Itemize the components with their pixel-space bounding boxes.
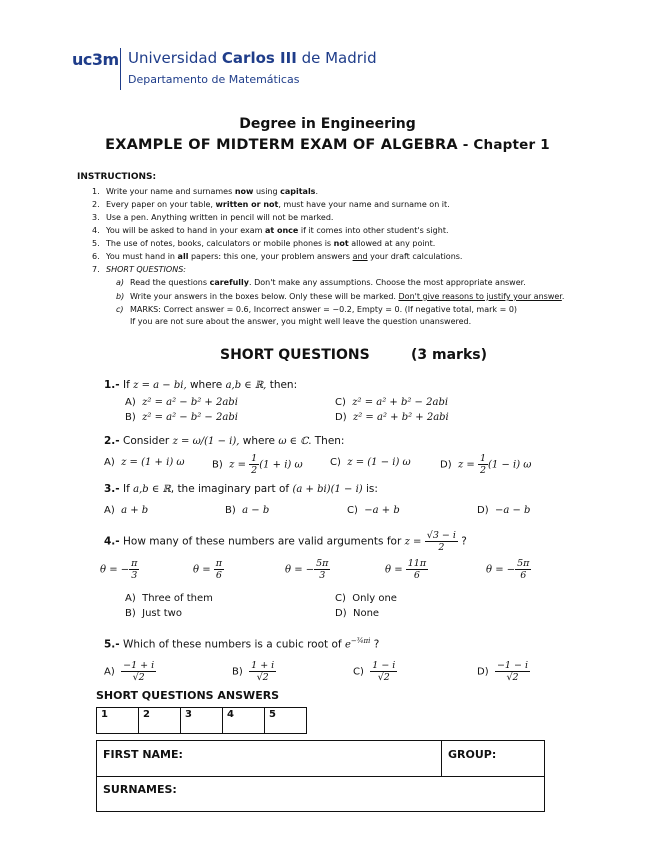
degree-title: Degree in Engineering	[239, 116, 416, 132]
answer-box-5[interactable]: 5	[265, 708, 307, 734]
instruction-7b: b) Write your answers in the boxes below. Only these will be marked. Don't give reasons to justify your answer.	[116, 292, 565, 301]
answer-box-4[interactable]: 4	[223, 708, 265, 734]
q4-theta-3: θ = − $\frac{5\pi}{3}$	[285, 558, 329, 581]
logo-uc3m: uc3m	[72, 50, 119, 69]
question-2: 2.- Consider z = ω/(1 − i), where ω ∈ ℂ. Then:	[104, 435, 345, 447]
q2-option-b: B) z = $\frac{1}{2}$ (1 + i) ω	[212, 453, 303, 476]
instruction-7c: c) MARKS: Correct answer = 0.6, Incorrect answer = −0.2, Empty = 0. (If negative total, mark = 0)	[116, 305, 518, 314]
q4-theta-4: θ = $\frac{11\pi}{6}$	[385, 558, 427, 581]
q2-option-a: A) z = (1 + i) ω	[104, 457, 185, 468]
question-4: 4.- How many of these numbers are valid arguments for z = $\frac{√3 - i}{2}$ ?	[104, 530, 467, 553]
group-field[interactable]: GROUP:	[448, 748, 497, 761]
q2-option-d: D) z = $\frac{1}{2}$ (1 − i) ω	[440, 453, 532, 476]
instruction-7: 7. SHORT QUESTIONS:	[92, 265, 186, 274]
q1-option-b: B) z² = a² − b² − 2abi	[125, 412, 238, 423]
answer-box-1[interactable]: 1	[97, 708, 139, 734]
q4-option-b: B) Just two	[125, 608, 182, 619]
q3-option-a: A) a + b	[104, 505, 149, 516]
instructions-title: INSTRUCTIONS:	[77, 172, 157, 182]
q1-option-a: A) z² = a² − b² + 2abi	[125, 397, 238, 408]
question-3: 3.- If a,b ∈ ℝ, the imaginary part of (a + bi)(1 − i) is:	[104, 483, 378, 495]
instruction-2: 2. Every paper on your table, written or not, must have your name and surname on it.	[92, 200, 450, 209]
exam-title: EXAMPLE OF MIDTERM EXAM OF ALGEBRA - Chapter 1	[105, 137, 550, 153]
university-name: Universidad Carlos III de Madrid	[128, 49, 377, 67]
instruction-5: 5. The use of notes, books, calculators or mobile phones is not allowed at any point.	[92, 239, 436, 248]
q5-option-a: A) $\frac{-1 + i}{√2}$	[104, 660, 155, 683]
q1-option-c: C) z² = a² + b² − 2abi	[335, 397, 449, 408]
q4-option-a: A) Three of them	[125, 593, 213, 604]
q4-option-c: C) Only one	[335, 593, 397, 604]
instruction-7c-continued: If you are not sure about the answer, you might well leave the question unanswered.	[130, 317, 472, 326]
instruction-1: 1. Write your name and surnames now using capitals.	[92, 187, 318, 196]
logo-divider	[120, 48, 121, 90]
q5-option-b: B) $\frac{1 + i}{√2}$	[232, 660, 275, 683]
short-questions-title: SHORT QUESTIONS	[220, 347, 370, 363]
student-info-vertical-divider	[441, 740, 442, 776]
department-name: Departamento de Matemáticas	[128, 73, 300, 86]
instruction-3: 3. Use a pen. Anything written in pencil will not be marked.	[92, 213, 334, 222]
short-questions-marks: (3 marks)	[411, 347, 487, 363]
q1-option-d: D) z² = a² + b² + 2abi	[335, 412, 449, 423]
q4-theta-1: θ = − $\frac{\pi}{3}$	[100, 558, 138, 581]
student-info-divider	[96, 776, 545, 777]
q5-option-d: D) $\frac{-1 - i}{√2}$	[477, 660, 529, 683]
q3-option-d: D) −a − b	[477, 505, 531, 516]
question-5: 5.- Which of these numbers is a cubic root of $e^{-\frac{3}{4}\pi i}$ ?	[104, 637, 380, 651]
answers-table	[96, 707, 307, 734]
answers-title: SHORT QUESTIONS ANSWERS	[96, 689, 280, 702]
question-1: 1.- If z = a − bi, where a,b ∈ ℝ, then:	[104, 379, 298, 391]
q4-theta-5: θ = − $\frac{5\pi}{6}$	[486, 558, 530, 581]
q3-option-c: C) −a + b	[347, 505, 400, 516]
first-name-field[interactable]: FIRST NAME:	[103, 748, 183, 761]
surnames-field[interactable]: SURNAMES:	[103, 783, 177, 796]
answer-box-2[interactable]: 2	[139, 708, 181, 734]
instruction-6: 6. You must hand in all papers: this one, your problem answers and your draft calculations.	[92, 252, 463, 261]
q2-option-c: C) z = (1 − i) ω	[330, 457, 411, 468]
answer-box-3[interactable]: 3	[181, 708, 223, 734]
q4-theta-2: θ = $\frac{\pi}{6}$	[193, 558, 223, 581]
instruction-7a: a) Read the questions carefully. Don't make any assumptions. Choose the most appropriate answer.	[116, 278, 526, 287]
q3-option-b: B) a − b	[225, 505, 270, 516]
q5-option-c: C) $\frac{1 - i}{√2}$	[353, 660, 396, 683]
instruction-4: 4. You will be asked to hand in your exam at once if it comes into other student's sight.	[92, 226, 449, 235]
q4-option-d: D) None	[335, 608, 380, 619]
